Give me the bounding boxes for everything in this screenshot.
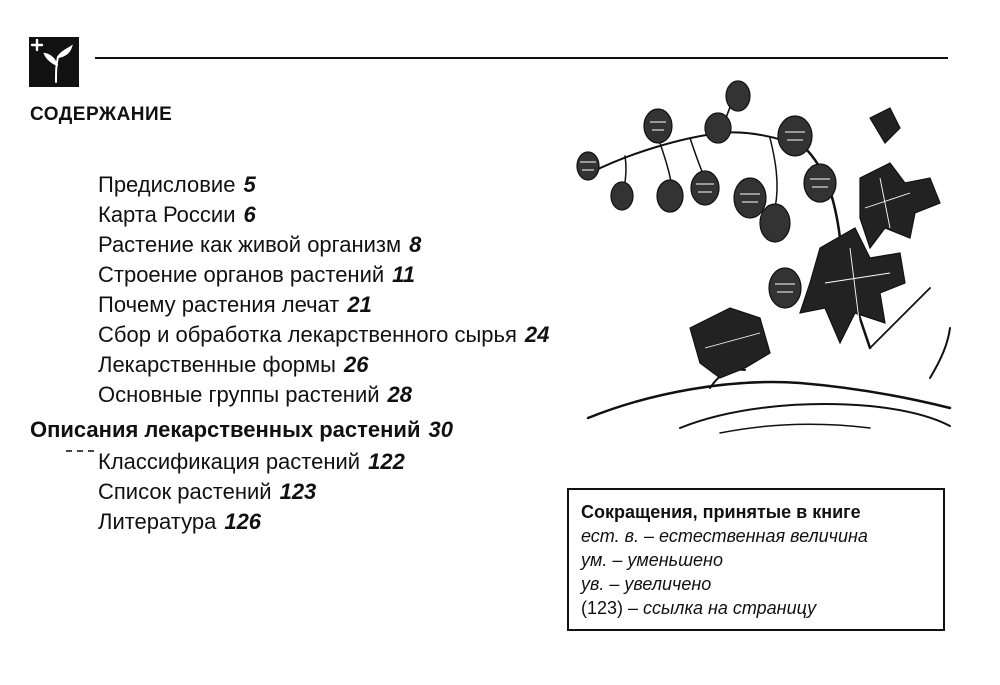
abbreviation-key: ест. в. [581,526,639,546]
toc-item[interactable] [98,447,405,477]
toc-item-title: Сбор и обработка лекарственного сырья [98,322,517,347]
toc-item-title: Строение органов растений [98,262,385,287]
toc-item-page: 28 [387,382,413,407]
toc-item-page: 122 [368,449,405,474]
toc-item-page: 8 [409,232,422,257]
toc-item[interactable] [98,230,421,260]
toc-item-page: 5 [243,172,256,197]
toc-item-title: Карта России [98,202,236,227]
abbreviation-item [581,548,931,572]
toc-item-title: Описания лекарственных растений [30,417,421,442]
abbreviation-separator: – [623,598,644,618]
abbreviation-item [581,596,931,620]
toc-item[interactable] [98,200,256,230]
toc-item-page: 30 [428,417,453,442]
toc-item-page: 26 [343,352,369,377]
abbreviation-separator: – [604,574,625,594]
toc-item-page: 11 [392,262,415,287]
toc-item[interactable] [98,260,415,290]
toc-item-title: Классификация растений [98,449,361,474]
abbreviation-value: уменьшено [627,550,723,570]
toc-item[interactable] [98,350,368,380]
toc-item-title: Основные группы растений [98,382,380,407]
toc-item[interactable] [98,507,261,537]
hop-plant-illustration [570,78,955,443]
header-rule [95,57,948,59]
abbreviation-separator: – [607,550,628,570]
toc-item-page: 21 [347,292,372,317]
toc-item-main-section[interactable] [30,415,453,445]
toc-item-page: 24 [524,322,550,347]
toc-item-page: 126 [224,509,262,534]
abbreviation-value: естественная величина [659,526,868,546]
abbreviation-key: ум. [581,550,608,570]
toc-item-title: Предисловие [98,172,236,197]
toc-item-page: 123 [279,479,317,504]
toc-item-page: 6 [243,202,256,227]
logo-plant-icon [29,37,79,87]
dashed-marker [66,450,94,454]
abbreviation-key: ув. [581,574,605,594]
page-title: СОДЕРЖАНИЕ [30,104,173,125]
abbreviation-value: ссылка на страницу [643,598,817,618]
abbreviation-separator: – [639,526,660,546]
toc-item-title: Лекарственные формы [98,352,336,377]
toc-item[interactable] [98,320,549,350]
toc-item-title: Литература [98,509,217,534]
toc-item[interactable] [98,477,316,507]
toc-item[interactable] [98,290,372,320]
toc-item-title: Растение как живой организм [98,232,402,257]
abbreviation-value: увеличено [624,574,712,594]
abbreviations-title: Сокращения, принятые в книге [581,502,861,522]
toc-item[interactable] [98,380,412,410]
abbreviations-box [567,488,945,631]
abbreviation-item [581,572,931,596]
toc-item-title: Почему растения лечат [98,292,340,317]
toc-item-title: Список растений [98,479,272,504]
toc-item[interactable] [98,170,256,200]
abbreviation-item [581,524,931,548]
abbreviation-key: (123) [581,598,624,618]
